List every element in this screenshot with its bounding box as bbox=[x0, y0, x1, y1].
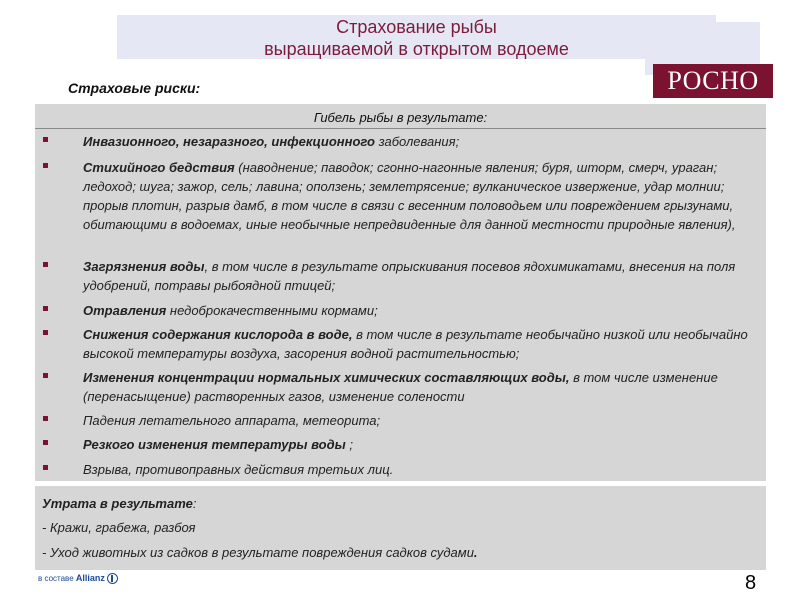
slide-title bbox=[117, 16, 716, 60]
loss-heading: Утрата в результате: bbox=[42, 496, 197, 511]
risk-item: Отравления недоброкачественными кормами; bbox=[83, 303, 378, 318]
title-line-2: выращиваемой в открытом водоеме bbox=[264, 39, 569, 59]
panel-divider bbox=[35, 128, 766, 129]
risk-item: Резкого изменения температуры воды ; bbox=[83, 437, 353, 452]
bullet-icon bbox=[43, 306, 48, 311]
risk-item: Взрыва, противоправных действия третьих лиц. bbox=[83, 462, 394, 477]
risk-item: Падения летательного аппарата, метеорита; bbox=[83, 413, 381, 428]
risk-item: Снижения содержания кислорода в воде, в том числе в результате необычайно низкой или необычайно высокой температуры воздуха, засорения водной растительностью; bbox=[83, 327, 748, 361]
rosno-logo: РОСНО bbox=[653, 64, 773, 98]
loss-item: - Кражи, грабежа, разбоя bbox=[42, 520, 196, 535]
bullet-icon bbox=[43, 440, 48, 445]
bullet-icon bbox=[43, 465, 48, 470]
bullet-icon bbox=[43, 330, 48, 335]
allianz-group-tag: в составе Allianz bbox=[38, 573, 118, 584]
allianz-eagle-icon bbox=[107, 573, 118, 584]
risk-item: Загрязнения воды, в том числе в результате опрыскивания посевов ядохимикатами, внесения на поля удобрений, потравы рыбоядной птицей; bbox=[83, 259, 736, 293]
bullet-icon bbox=[43, 373, 48, 378]
risks-label: Страховые риски: bbox=[68, 80, 201, 96]
page-number: 8 bbox=[745, 572, 757, 594]
risks-heading: Гибель рыбы в результате: bbox=[313, 110, 488, 125]
loss-item: - Уход животных из садков в результате повреждения садков судами. bbox=[42, 545, 478, 560]
bullet-icon bbox=[43, 262, 48, 267]
risk-item: Стихийного бедствия (наводнение; паводок; сгонно-нагонные явления; буря, шторм, смерч, ураган; ледоход; шуга; зажор, сель; лавина; оползень; землетрясение; вулканическое извержение, удар молнии; прорыв плотин, разрыв дамб, в том числе в связи с весенним половодьем или повреждением грызунами, обитающими в водоемах, иные необычные непредвиденные для данной местности природные явления), bbox=[83, 160, 736, 232]
title-line-1: Страхование рыбы bbox=[336, 17, 497, 37]
risk-item: Изменения концентрации нормальных химических составляющих воды, в том числе изменение (перенасыщение) растворенных газов, изменение солености bbox=[83, 370, 718, 404]
bullet-icon bbox=[43, 137, 48, 142]
bullet-icon bbox=[43, 163, 48, 168]
bullet-icon bbox=[43, 416, 48, 421]
risk-item: Инвазионного, незаразного, инфекционного заболевания; bbox=[83, 134, 460, 149]
